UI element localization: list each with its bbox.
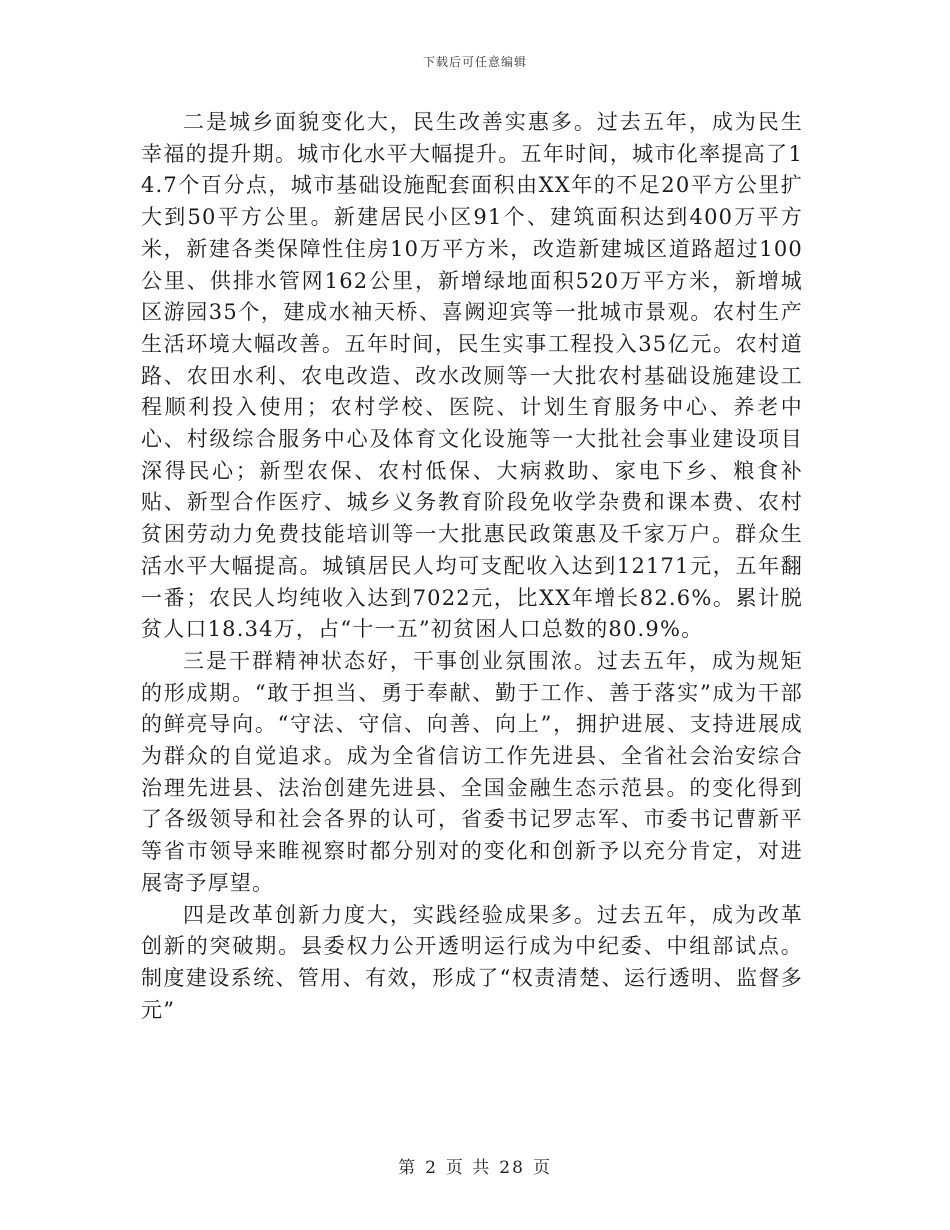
page-footer (0, 1153, 950, 1178)
paragraph-cadre-spirit: 三是干群精神状态好，干事创业氛围浓。过去五年，成为规矩的形成期。“敢于担当、勇于奉献、勤于工作、善于落实”成为干部的鲜亮导向。“守法、守信、向善、向上”，拥护进展、支持进展成为群众的自觉追求。成为全省信访工作先进县、全省社会治安综合治理先进县、法治创建先进县、全国金融生态示范县。的变化得到了各级领导和社会各界的认可，省委书记罗志军、市委书记曹新平等省市领导来睢视察时都分别对的变化和创新予以充分肯定，对进展寄予厚望。 (141, 648, 803, 895)
page-number: 2 (425, 1158, 438, 1178)
footer-middle: 页 共 (445, 1158, 492, 1178)
paragraph-urban-rural: 二是城乡面貌变化大，民生改善实惠多。过去五年，成为民生幸福的提升期。城市化水平大幅提升。五年时间，城市化率提高了14.7个百分点，城市基础设施配套面积由XX年的不足20平方公里扩大到50平方公里。新建居民小区91个、建筑面积达到400万平方米，新建各类保障性住房10万平方米，改造新建城区道路超过100公里、供排水管网162公里，新增绿地面积520万平方米，新增城区游园35个，建成水袖天桥、喜阙迎宾等一批城市景观。农村生产生活环境大幅改善。五年时间，民生实事工程投入35亿元。农村道路、农田水利、农电改造、改水改厕等一大批农村基础设施建设工程顺利投入使用；农村学校、医院、计划生育服务中心、养老中心、村级综合服务中心及体育文化设施等一大批社会事业建设项目深得民心；新型农保、农村低保、大病救助、家电下乡、粮食补贴、新型合作医疗、城乡义务教育阶段免收学杂费和课本费、农村贫困劳动力免费技能培训等一大批惠民政策惠及千家万户。群众生活水平大幅提高。城镇居民人均可支配收入达到12171元，五年翻一番；农民人均纯收入达到7022元，比XX年增长82.6%。累计脱贫人口18.34万，占“十一五”初贫困人口总数的80.9%。 (141, 110, 803, 642)
footer-prefix: 第 (398, 1158, 418, 1178)
document-body (141, 107, 803, 1026)
page-header: 下载后可任意编辑 (422, 55, 527, 69)
total-pages: 28 (499, 1158, 525, 1178)
footer-suffix: 页 (532, 1158, 552, 1178)
paragraph-reform-innovation: 四是改革创新力度大，实践经验成果多。过去五年，成为改革创新的突破期。县委权力公开透明运行成为中纪委、中组部试点。制度建设系统、管用、有效，形成了“权责清楚、运行透明、监督多元” (141, 902, 803, 1022)
